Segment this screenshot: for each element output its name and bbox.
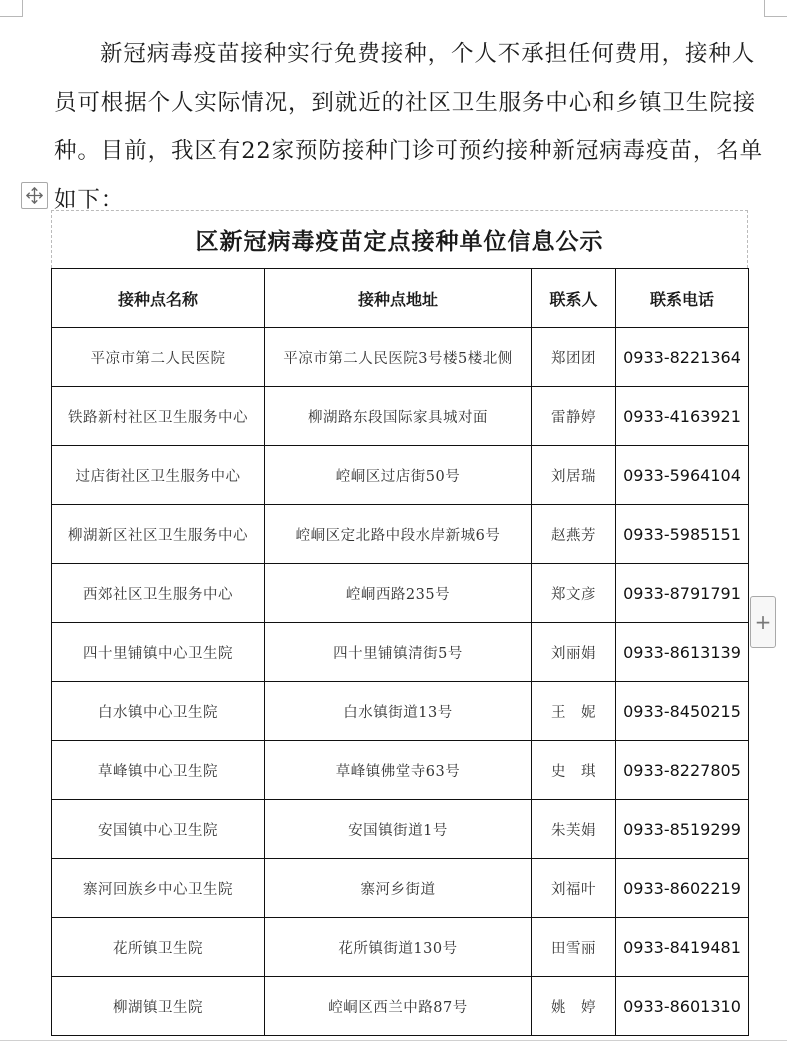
site-address-cell[interactable]: 草峰镇佛堂寺63号 xyxy=(265,741,532,800)
table-caption: 区新冠病毒疫苗定点接种单位信息公示 xyxy=(51,210,748,268)
table-row xyxy=(52,741,749,800)
site-name-cell[interactable]: 过店街社区卫生服务中心 xyxy=(52,446,265,505)
site-name-cell[interactable]: 花所镇卫生院 xyxy=(52,918,265,977)
contact-phone-cell[interactable]: 0933-5964104 xyxy=(616,446,749,505)
site-address-cell[interactable]: 寨河乡街道 xyxy=(265,859,532,918)
intro-paragraph: 新冠病毒疫苗接种实行免费接种，个人不承担任何费用，接种人员可根据个人实际情况，到就近的社区卫生服务中心和乡镇卫生院接种。目前，我区有22家预防接种门诊可预约接种新冠病毒疫苗，名单如下： xyxy=(54,41,764,213)
contact-person-cell[interactable]: 史 琪 xyxy=(532,741,616,800)
page-bottom-divider xyxy=(0,1040,787,1041)
site-name-cell[interactable]: 柳湖新区社区卫生服务中心 xyxy=(52,505,265,564)
site-address-cell[interactable]: 平凉市第二人民医院3号楼5楼北侧 xyxy=(265,328,532,387)
table-row xyxy=(52,387,749,446)
table-header-row xyxy=(52,269,749,328)
header-contact-phone: 联系电话 xyxy=(616,269,749,328)
contact-phone-cell[interactable]: 0933-8419481 xyxy=(616,918,749,977)
table-row xyxy=(52,505,749,564)
site-name-cell[interactable]: 西郊社区卫生服务中心 xyxy=(52,564,265,623)
contact-phone-cell[interactable]: 0933-8613139 xyxy=(616,623,749,682)
site-address-cell[interactable]: 崆峒区西兰中路87号 xyxy=(265,977,532,1036)
contact-phone-cell[interactable]: 0933-8602219 xyxy=(616,859,749,918)
table-row xyxy=(52,328,749,387)
contact-person-cell[interactable]: 雷静婷 xyxy=(532,387,616,446)
header-site-address: 接种点地址 xyxy=(265,269,532,328)
site-name-cell[interactable]: 白水镇中心卫生院 xyxy=(52,682,265,741)
page-corner-mark xyxy=(0,0,23,17)
table-row xyxy=(52,564,749,623)
table-row xyxy=(52,977,749,1036)
site-address-cell[interactable]: 花所镇街道130号 xyxy=(265,918,532,977)
contact-phone-cell[interactable]: 0933-8791791 xyxy=(616,564,749,623)
site-address-cell[interactable]: 崆峒西路235号 xyxy=(265,564,532,623)
contact-phone-cell[interactable]: 0933-8450215 xyxy=(616,682,749,741)
header-site-name: 接种点名称 xyxy=(52,269,265,328)
contact-phone-cell[interactable]: 0933-4163921 xyxy=(616,387,749,446)
plus-icon: + xyxy=(754,610,772,634)
site-address-cell[interactable]: 崆峒区定北路中段水岸新城6号 xyxy=(265,505,532,564)
site-name-cell[interactable]: 平凉市第二人民医院 xyxy=(52,328,265,387)
contact-person-cell[interactable]: 王 妮 xyxy=(532,682,616,741)
table-row xyxy=(52,623,749,682)
contact-person-cell[interactable]: 郑文彦 xyxy=(532,564,616,623)
contact-person-cell[interactable]: 刘丽娟 xyxy=(532,623,616,682)
site-address-cell[interactable]: 白水镇街道13号 xyxy=(265,682,532,741)
table-row xyxy=(52,918,749,977)
contact-person-cell[interactable]: 刘居瑞 xyxy=(532,446,616,505)
contact-person-cell[interactable]: 郑团团 xyxy=(532,328,616,387)
contact-phone-cell[interactable]: 0933-8221364 xyxy=(616,328,749,387)
vaccination-sites-table-container xyxy=(51,210,748,1036)
move-arrows-icon xyxy=(25,186,44,205)
contact-person-cell[interactable]: 朱芙娟 xyxy=(532,800,616,859)
site-name-cell[interactable]: 柳湖镇卫生院 xyxy=(52,977,265,1036)
contact-phone-cell[interactable]: 0933-8519299 xyxy=(616,800,749,859)
contact-person-cell[interactable]: 赵燕芳 xyxy=(532,505,616,564)
add-row-button[interactable] xyxy=(750,596,776,648)
contact-phone-cell[interactable]: 0933-8227805 xyxy=(616,741,749,800)
vaccination-sites-table xyxy=(51,268,749,1036)
site-address-cell[interactable]: 柳湖路东段国际家具城对面 xyxy=(265,387,532,446)
site-address-cell[interactable]: 安国镇街道1号 xyxy=(265,800,532,859)
site-name-cell[interactable]: 草峰镇中心卫生院 xyxy=(52,741,265,800)
table-row xyxy=(52,446,749,505)
contact-person-cell[interactable]: 田雪丽 xyxy=(532,918,616,977)
page-corner-mark xyxy=(764,0,787,17)
site-name-cell[interactable]: 铁路新村社区卫生服务中心 xyxy=(52,387,265,446)
table-row xyxy=(52,682,749,741)
table-move-handle[interactable] xyxy=(21,182,48,209)
site-name-cell[interactable]: 安国镇中心卫生院 xyxy=(52,800,265,859)
table-row xyxy=(52,800,749,859)
site-address-cell[interactable]: 四十里铺镇清街5号 xyxy=(265,623,532,682)
contact-phone-cell[interactable]: 0933-5985151 xyxy=(616,505,749,564)
site-name-cell[interactable]: 寨河回族乡中心卫生院 xyxy=(52,859,265,918)
contact-person-cell[interactable]: 姚 婷 xyxy=(532,977,616,1036)
header-contact-person: 联系人 xyxy=(532,269,616,328)
contact-person-cell[interactable]: 刘福叶 xyxy=(532,859,616,918)
table-row xyxy=(52,859,749,918)
site-address-cell[interactable]: 崆峒区过店街50号 xyxy=(265,446,532,505)
site-name-cell[interactable]: 四十里铺镇中心卫生院 xyxy=(52,623,265,682)
contact-phone-cell[interactable]: 0933-8601310 xyxy=(616,977,749,1036)
